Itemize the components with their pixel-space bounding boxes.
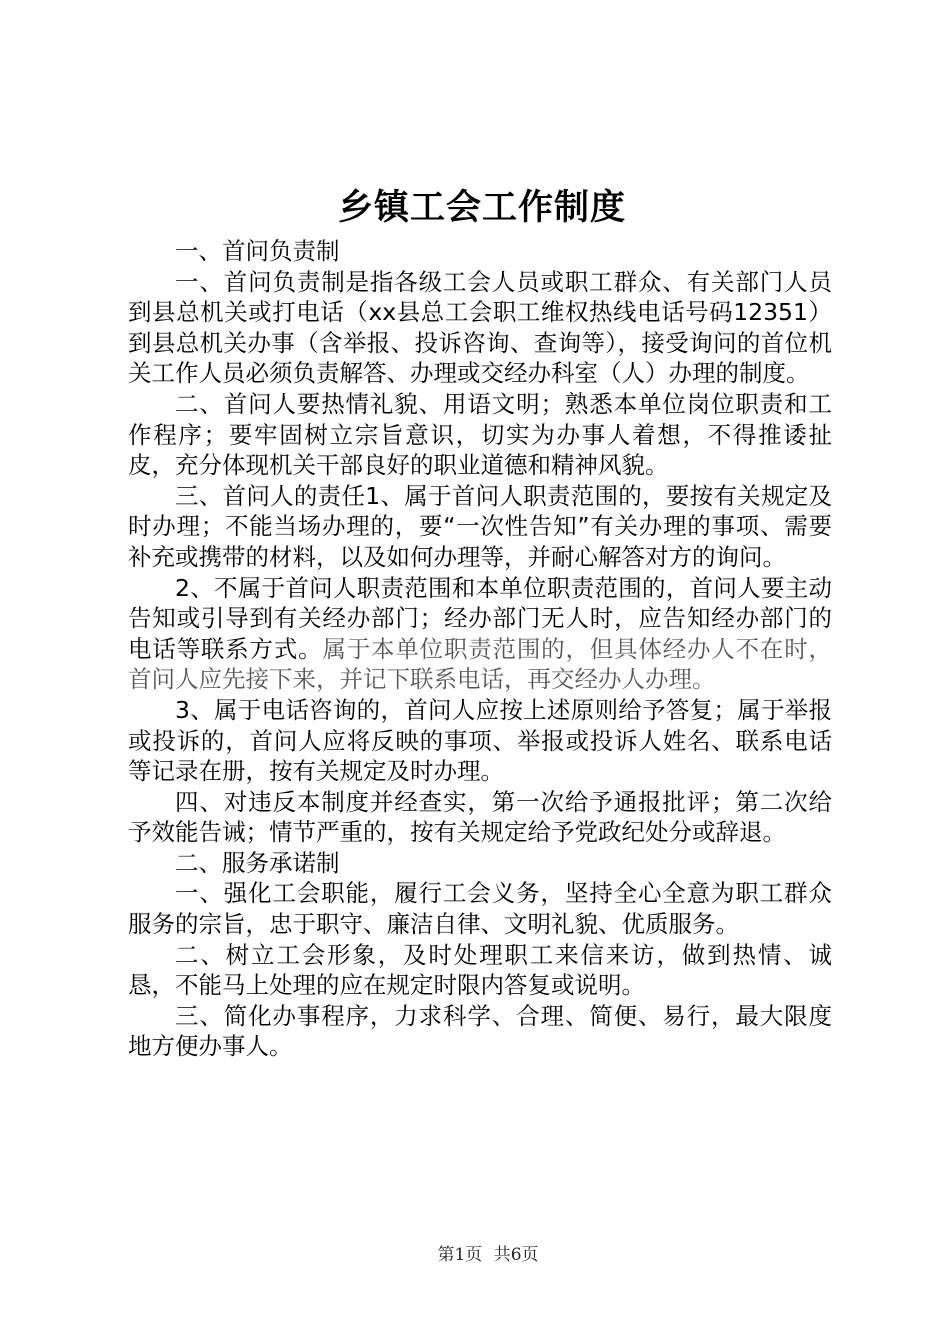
page-footer: [0, 1244, 950, 1266]
paragraph: 一、首问负责制是指各级工会人员或职工群众、有关部门人员到县总机关或打电话（xx县总工会职工维权热线电话号码12351）到县总机关办事（含举报、投诉咨询、查询等），接受询问的首位机关工作人员必须负责解答、办理或交经办科室（人）办理的制度。: [128, 267, 832, 388]
paragraph: 3、属于电话咨询的，首问人应按上述原则给予答复；属于举报或投诉的，首问人应将反映的事项、举报或投诉人姓名、联系电话等记录在册，按有关规定及时办理。: [128, 695, 832, 786]
section-heading: 二、服务承诺制: [175, 848, 340, 877]
paragraph: 四、对违反本制度并经查实，第一次给予通报批评；第二次给予效能告诫；情节严重的，按有关规定给予党政纪处分或辞退。: [128, 787, 832, 847]
paragraph: 三、简化办事程序，力求科学、合理、简便、易行，最大限度地方便办事人。: [128, 1001, 832, 1061]
paragraph-faded-text: 属于本单位职责范围的，但具体经办人不在时，首问人应先接下来，并记下联系电话，再交经办人办理。: [128, 634, 833, 694]
paragraph-text: 2、不属于首问人职责范围和本单位职责范围的，首问人要主动告知或引导到有关经办部门；经办部门无人时，应告知经办部门的电话等联系方式。: [128, 573, 832, 663]
paragraph: 二、首问人要热情礼貌、用语文明；熟悉本单位岗位职责和工作程序；要牢固树立宗旨意识，切实为办事人着想，不得推诿扯皮，充分体现机关干部良好的职业道德和精神风貌。: [128, 389, 832, 480]
paragraph: [128, 573, 832, 695]
page-total: 共6页: [493, 1245, 539, 1265]
page-number: 第1页: [437, 1245, 483, 1265]
paragraph: 三、首问人的责任1、属于首问人职责范围的，要按有关规定及时办理；不能当场办理的，要“一次性告知”有关办理的事项、需要补充或携带的材料，以及如何办理等，并耐心解答对方的询问。: [128, 481, 832, 571]
paragraph: 一、强化工会职能，履行工会义务，坚持全心全意为职工群众服务的宗旨，忠于职守、廉洁自律、文明礼貌、优质服务。: [128, 879, 832, 939]
paragraph: 二、树立工会形象，及时处理职工来信来访，做到热情、诚恳，不能马上处理的应在规定时限内答复或说明。: [128, 940, 832, 1000]
section-heading: 一、首问负责制: [175, 237, 340, 265]
document-title: 乡镇工会工作制度: [337, 187, 626, 228]
document-body: [128, 236, 832, 1062]
